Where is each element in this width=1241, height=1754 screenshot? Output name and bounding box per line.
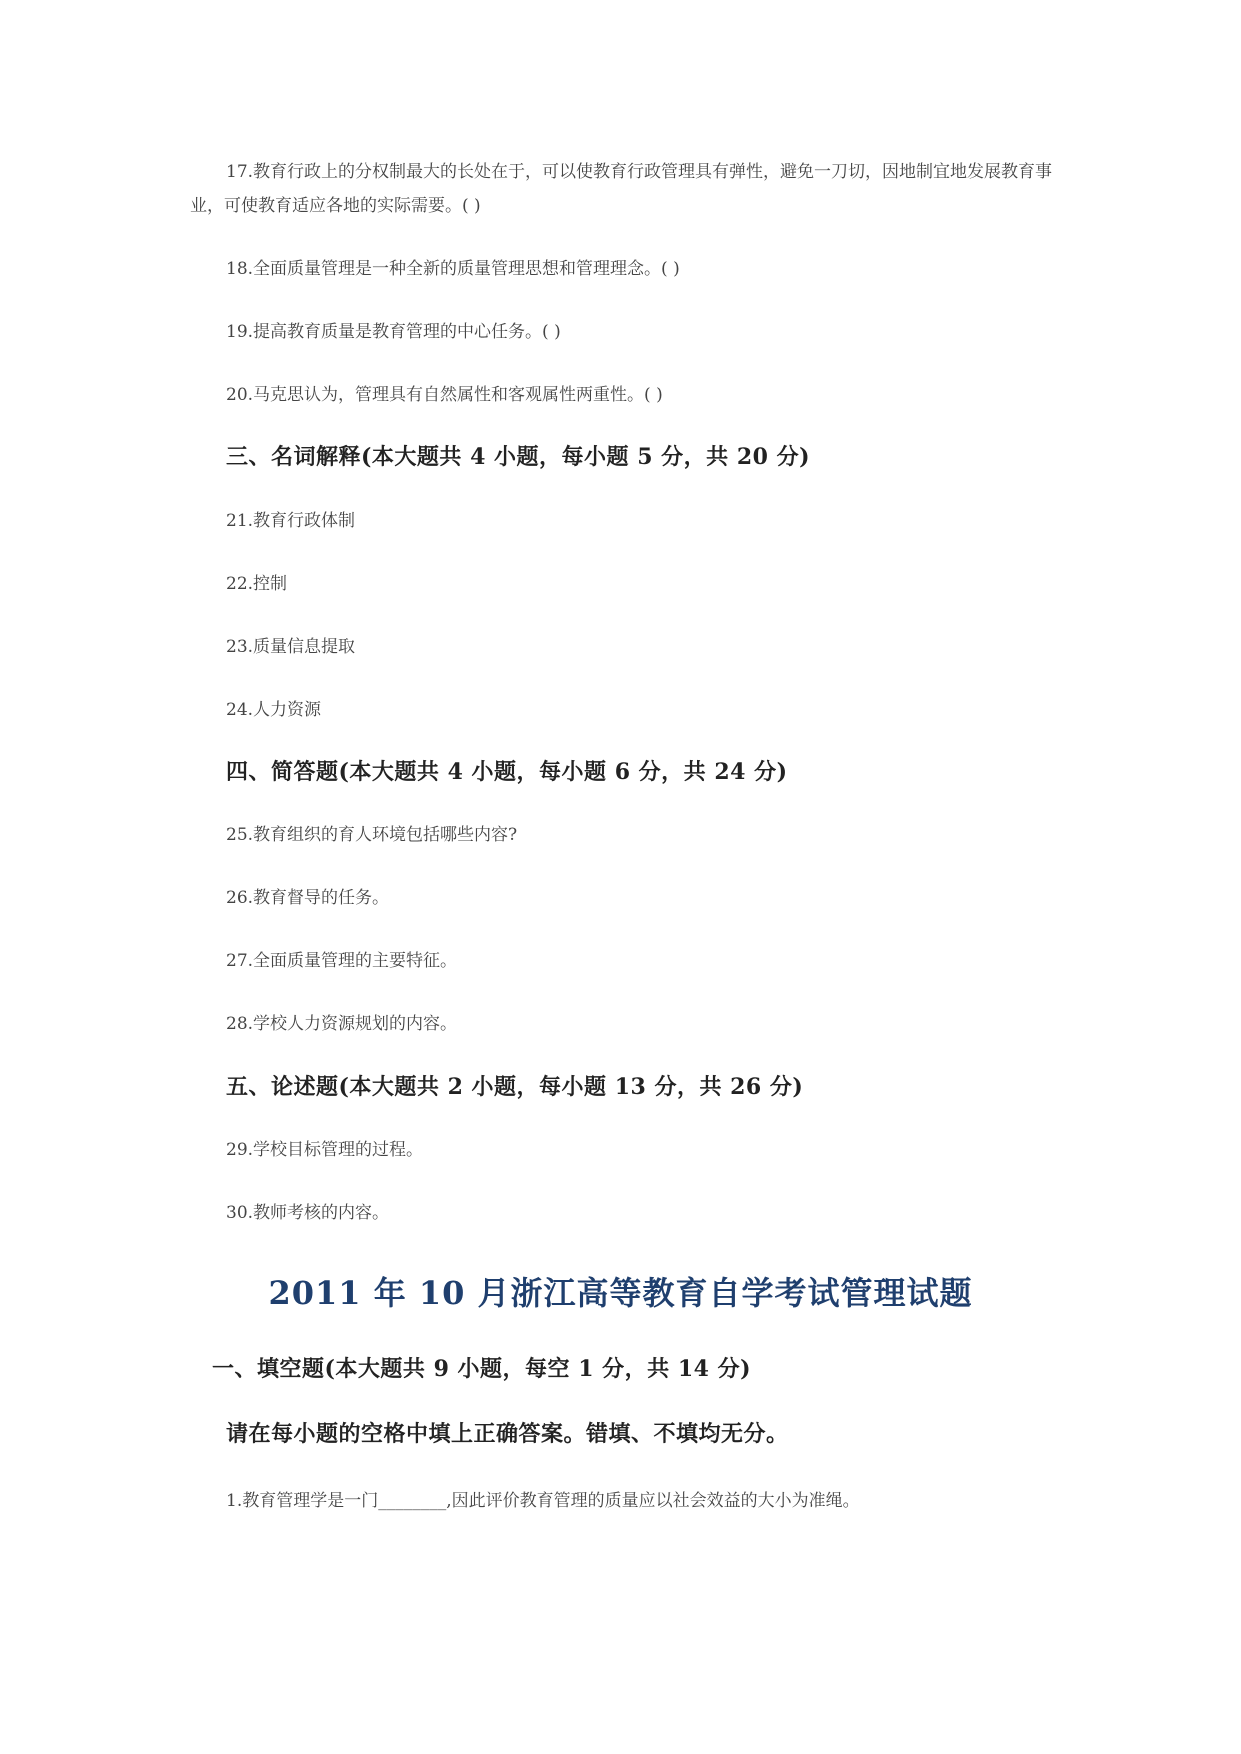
section-4-heading: 四、简答题(本大题共 4 小题，每小题 6 分，共 24 分): [226, 759, 788, 785]
question-26: 26.教育督导的任务。: [226, 888, 390, 908]
section-1-heading: 一、填空题(本大题共 9 小题，每空 1 分，共 14 分): [212, 1356, 752, 1382]
question-18: 18.全面质量管理是一种全新的质量管理思想和管理理念。( ): [226, 259, 680, 279]
question-20: 20.马克思认为，管理具有自然属性和客观属性两重性。( ): [226, 385, 663, 405]
question-29: 29.学校目标管理的过程。: [226, 1140, 424, 1160]
question-22: 22.控制: [226, 574, 288, 594]
question-17: 17.教育行政上的分权制最大的长处在于，可以使教育行政管理具有弹性，避免一刀切，因地制宜地发展教育事业，可使教育适应各地的实际需要。( ): [190, 162, 1053, 216]
section-5-heading: 五、论述题(本大题共 2 小题，每小题 13 分，共 26 分): [226, 1074, 804, 1100]
exam-title: 2011 年 10 月浙江高等教育自学考试管理试题: [268, 1274, 973, 1312]
question-1: 1.教育管理学是一门________,因此评价教育管理的质量应以社会效益的大小为准绳。: [226, 1491, 860, 1511]
question-30: 30.教师考核的内容。: [226, 1203, 390, 1223]
question-25: 25.教育组织的育人环境包括哪些内容?: [226, 825, 518, 845]
question-19: 19.提高教育质量是教育管理的中心任务。( ): [226, 322, 561, 342]
question-27: 27.全面质量管理的主要特征。: [226, 951, 458, 971]
question-24: 24.人力资源: [226, 700, 322, 720]
question-21: 21.教育行政体制: [226, 511, 356, 531]
question-28: 28.学校人力资源规划的内容。: [226, 1014, 458, 1034]
section-1-instruction: 请在每小题的空格中填上正确答案。错填、不填均无分。: [226, 1421, 789, 1447]
section-3-heading: 三、名词解释(本大题共 4 小题，每小题 5 分，共 20 分): [226, 444, 811, 470]
question-23: 23.质量信息提取: [226, 637, 356, 657]
